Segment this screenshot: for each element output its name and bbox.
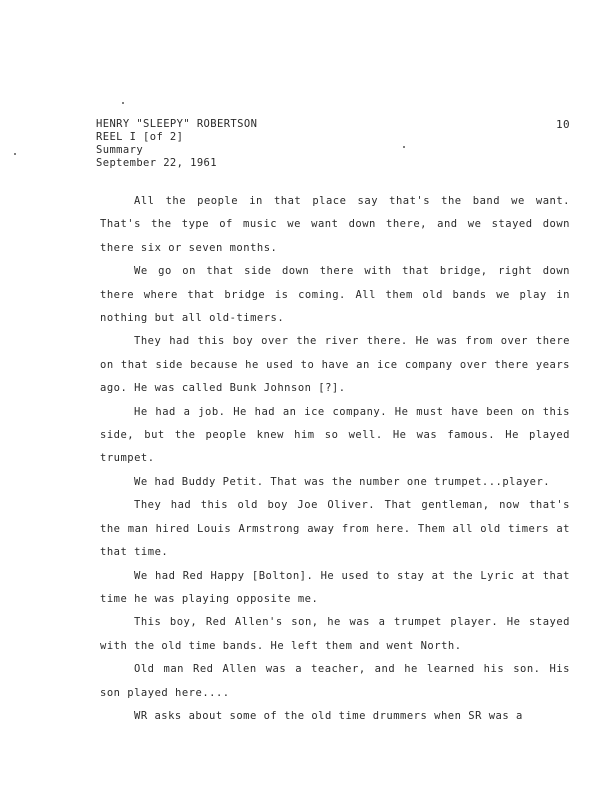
paragraph: He had a job. He had an ice company. He must have been on this side, but the people knew him so well. He was famous. He played trumpet.: [100, 405, 570, 465]
paragraph: We had Buddy Petit. That was the number one trumpet...player.: [134, 475, 551, 488]
paragraph: We had Red Happy [Bolton]. He used to stay at the Lyric at that time he was playing opposite me.: [100, 569, 570, 605]
paragraph: WR asks about some of the old time drummers when SR was a: [134, 709, 523, 722]
header-date-line: September 22, 1961: [96, 157, 217, 169]
transcript-body: [100, 190, 570, 728]
scan-speck: [403, 146, 405, 148]
paragraph: All the people in that place say that's the band we want. That's the type of music we want down there, and we stayed down there six or seven months.: [100, 195, 570, 254]
scan-speck: [14, 153, 16, 155]
scan-speck: [122, 102, 124, 104]
page-number: 10: [556, 118, 571, 131]
paragraph: They had this old boy Joe Oliver. That gentleman, now that's the man hired Louis Armstrong away from here. Them all old timers at that time.: [100, 499, 570, 559]
header-reel-line: REEL I [of 2]: [96, 131, 184, 143]
paragraph: This boy, Red Allen's son, he was a trumpet player. He stayed with the old time bands. He left them and went North.: [100, 616, 570, 652]
header-type-line: Summary: [96, 144, 144, 156]
header-name-line: HENRY "SLEEPY" ROBERTSON: [96, 118, 258, 130]
paragraph: They had this boy over the river there. He was from over there on that side because he used to have an ice company over there years ago. He was called Bunk Johnson [?].: [100, 335, 570, 395]
paragraph: Old man Red Allen was a teacher, and he learned his son. His son played here....: [100, 663, 570, 699]
paragraph: We go on that side down there with that bridge, right down there where that bridge is coming. All them old bands we play in nothing but all old-timers.: [100, 265, 570, 325]
document-header: [96, 118, 257, 170]
